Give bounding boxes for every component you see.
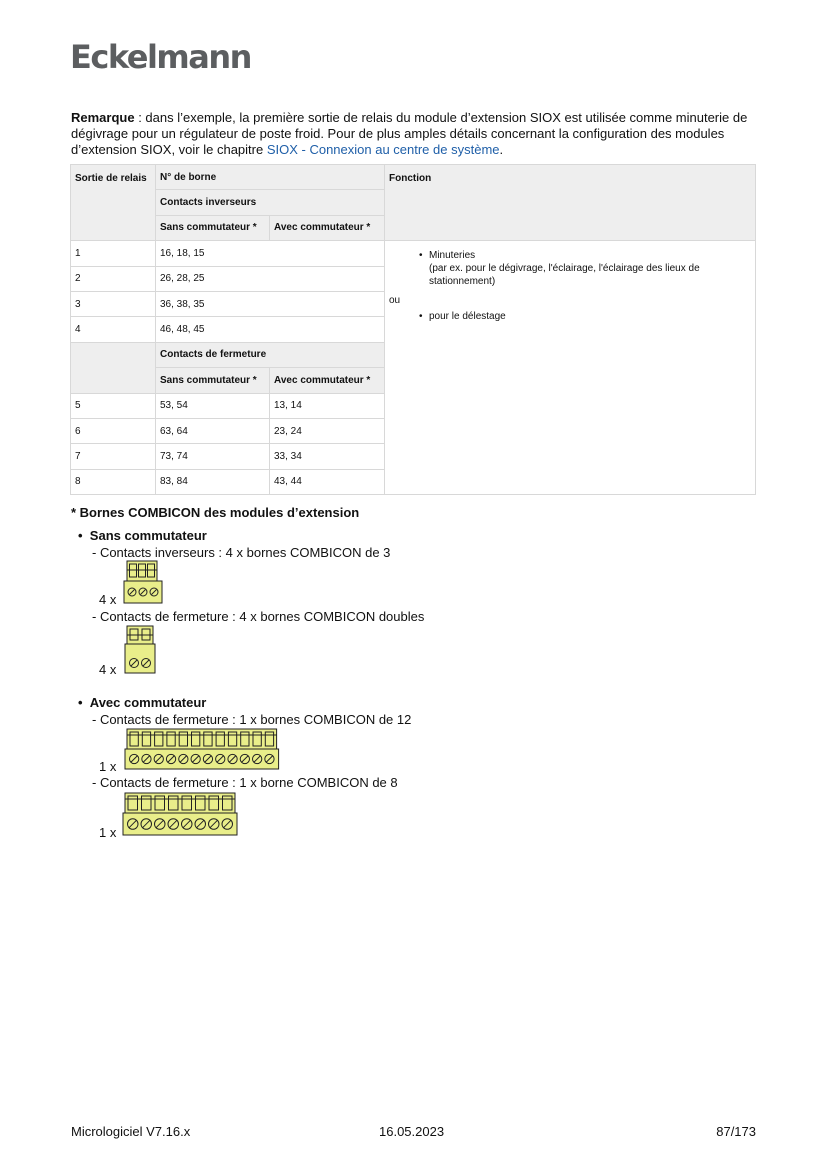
sans-commutateur-title: Sans commutateur [89, 528, 207, 543]
borne-sans: 53, 54 [156, 393, 270, 418]
relay-number: 1 [71, 241, 156, 266]
siox-chapter-link[interactable]: SIOX - Connexion au centre de système [266, 142, 500, 157]
sans-inverseurs-qty: 4 x [99, 592, 117, 607]
footer-page-number: 87/173 [716, 1124, 756, 1139]
borne-avec: 13, 14 [270, 393, 385, 418]
relay-number: 2 [71, 266, 156, 291]
header-sortie-relais: Sortie de relais [71, 165, 156, 241]
borne-numbers: 46, 48, 45 [156, 317, 385, 342]
avec-12-qty: 1 x [99, 759, 117, 774]
avec-commutateur-heading [78, 695, 206, 710]
function-item-delestage [389, 310, 751, 323]
header-avec-commutateur: Avec commutateur * [270, 215, 385, 240]
relay-output-table [70, 164, 756, 495]
bullet: • [419, 311, 423, 323]
avec-commutateur-title: Avec commutateur [89, 695, 207, 710]
relay-number: 5 [71, 393, 156, 418]
bornes-title: * Bornes COMBICON des modules d’extension [71, 505, 360, 520]
function-item-title: Minuteries [429, 250, 476, 262]
footer-date: 16.05.2023 [379, 1124, 445, 1139]
remark-text: : dans l’exemple, la première sortie de relais du module d’extension SIOX est utilisée comme minuterie de dégivrage pour un régulateur de poste froid. Pour de plus amples détails concernant la configuration des modules d’extension SIOX, voir le chapitre [71, 110, 748, 157]
borne-numbers: 26, 28, 25 [156, 266, 385, 291]
function-item-text: pour le délestage [429, 311, 506, 323]
function-item-minuteries [389, 249, 751, 288]
borne-numbers: 16, 18, 15 [156, 241, 385, 266]
header-sans-commutateur: Sans commutateur * [156, 215, 270, 240]
header-empty [71, 342, 156, 393]
borne-sans: 63, 64 [156, 418, 270, 443]
remark-end: . [499, 142, 504, 157]
relay-number: 4 [71, 317, 156, 342]
borne-sans: 83, 84 [156, 469, 270, 494]
header-avec-commutateur: Avec commutateur * [270, 368, 385, 393]
combicon-3-connector-icon [122, 560, 164, 606]
borne-sans: 73, 74 [156, 444, 270, 469]
combicon-8-connector-icon [122, 792, 238, 838]
relay-number: 7 [71, 444, 156, 469]
sans-fermeture-qty: 4 x [99, 662, 117, 677]
sans-commutateur-heading [78, 528, 207, 543]
table-row [71, 241, 756, 266]
borne-avec: 23, 24 [270, 418, 385, 443]
avec-12-text: - Contacts de fermeture : 1 x bornes COMBICON de 12 [92, 712, 412, 727]
function-item-detail: (par ex. pour le dégivrage, l'éclairage, l'éclairage des lieux de stationnement) [429, 263, 700, 288]
bullet: • [419, 250, 423, 262]
bullet: • [78, 695, 83, 710]
header-contacts-inverseurs: Contacts inverseurs [156, 190, 385, 215]
borne-avec: 33, 34 [270, 444, 385, 469]
header-contacts-fermeture: Contacts de fermeture [156, 342, 385, 367]
relay-number: 3 [71, 291, 156, 316]
header-no-borne: N° de borne [156, 165, 385, 190]
relay-number: 8 [71, 469, 156, 494]
eckelmann-logo: Eckelmann [70, 38, 251, 76]
sans-inverseurs-text: - Contacts inverseurs : 4 x bornes COMBICON de 3 [92, 545, 391, 560]
combicon-double-connector-icon [123, 625, 157, 675]
bullet: • [78, 528, 83, 543]
remark-label: Remarque [71, 110, 135, 125]
function-cell [385, 241, 756, 495]
borne-avec: 43, 44 [270, 469, 385, 494]
header-fonction: Fonction [385, 165, 756, 241]
header-sans-commutateur: Sans commutateur * [156, 368, 270, 393]
avec-8-text: - Contacts de fermeture : 1 x borne COMBICON de 8 [92, 775, 398, 790]
avec-8-qty: 1 x [99, 825, 117, 840]
borne-numbers: 36, 38, 35 [156, 291, 385, 316]
footer-product: Micrologiciel V7.16.x [71, 1124, 191, 1139]
function-or: ou [389, 295, 401, 307]
sans-fermeture-text: - Contacts de fermeture : 4 x bornes COMBICON doubles [92, 609, 425, 624]
relay-number: 6 [71, 418, 156, 443]
combicon-12-connector-icon [124, 728, 280, 772]
remark-paragraph [71, 110, 761, 158]
